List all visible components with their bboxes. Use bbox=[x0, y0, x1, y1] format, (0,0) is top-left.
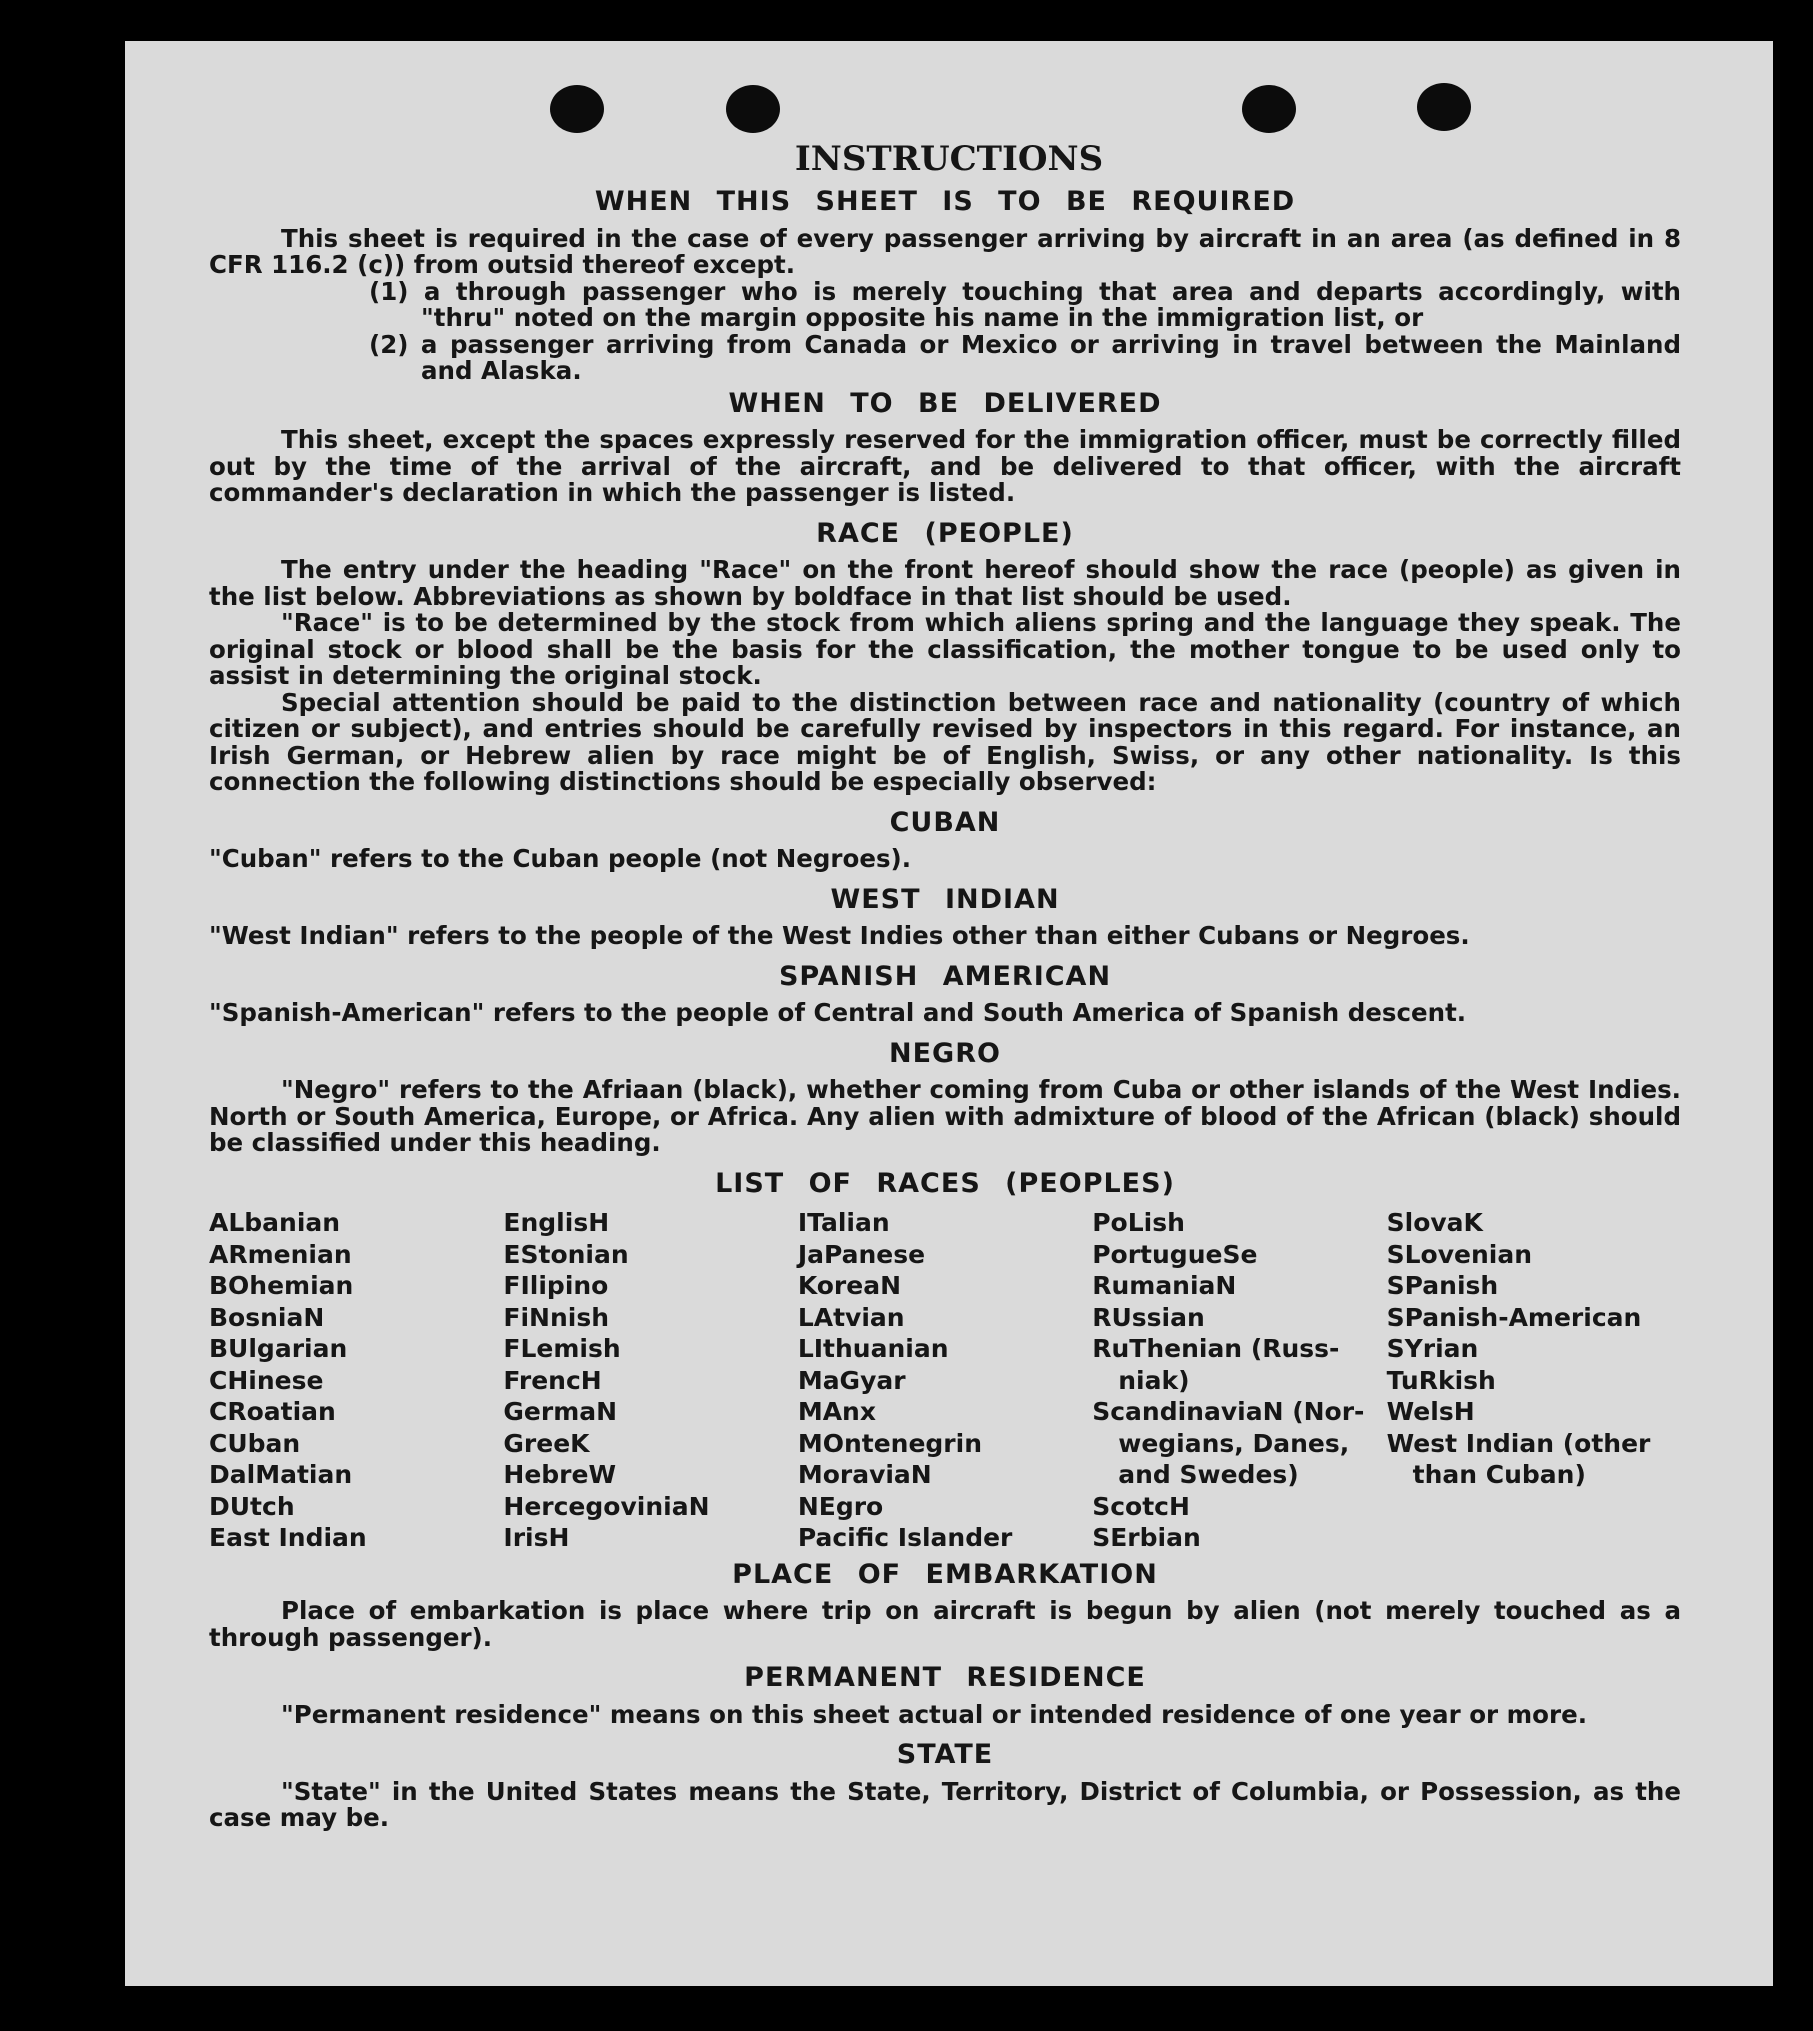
race-entry: JaPanese bbox=[797, 1239, 926, 1269]
race-entry: MoraviaN bbox=[797, 1460, 932, 1489]
race-entry: RumaniaN bbox=[1092, 1271, 1237, 1300]
race-entry: EnglisH bbox=[503, 1208, 610, 1237]
embarkation-text: Place of embarkation is place where trip on aircraft is begun by alien (not merely touched as a through passenger). bbox=[209, 1596, 1681, 1652]
race-entry: ScandinaviaN (Nor- bbox=[1092, 1397, 1365, 1426]
races-column bbox=[503, 1207, 797, 1554]
punch-hole bbox=[1242, 85, 1296, 133]
race-entry: PortugueSe bbox=[1092, 1239, 1258, 1269]
race-entry: SPanish-American bbox=[1386, 1302, 1642, 1332]
races-list bbox=[209, 1207, 1681, 1554]
heading-when-delivered: WHEN TO BE DELIVERED bbox=[728, 387, 1162, 419]
race-entry: ITalian bbox=[797, 1208, 890, 1237]
race-entry: CUban bbox=[209, 1428, 301, 1458]
page-title: INSTRUCTIONS bbox=[794, 139, 1104, 179]
race-paragraph: "Race" is to be determined by the stock from which aliens spring and the language they speak. The original stock or blood shall be the basis for the classification, the mother tongue to be used only to assist in determining the original stock. bbox=[209, 608, 1681, 690]
race-entry: MaGyar bbox=[797, 1365, 906, 1395]
heading-cuban: CUBAN bbox=[889, 806, 1001, 838]
heading-negro: NEGRO bbox=[889, 1037, 1001, 1069]
race-entry: EStonian bbox=[503, 1239, 629, 1269]
race-entry: FiNnish bbox=[503, 1302, 610, 1332]
race-entry: GreeK bbox=[503, 1428, 590, 1458]
punch-hole bbox=[1417, 83, 1471, 131]
race-entry: DalMatian bbox=[209, 1460, 353, 1489]
heading-west-indian: WEST INDIAN bbox=[830, 883, 1060, 915]
race-entry: Pacific Islander bbox=[797, 1523, 1013, 1552]
race-entry: wegians, Danes, bbox=[1118, 1428, 1350, 1458]
race-entry: NEgro bbox=[797, 1491, 884, 1521]
race-entry: IrisH bbox=[503, 1523, 570, 1552]
race-entry: KoreaN bbox=[797, 1271, 901, 1300]
instruction-sheet bbox=[125, 41, 1773, 1986]
race-entry: RuThenian (Russ- bbox=[1092, 1334, 1340, 1363]
races-column bbox=[209, 1207, 503, 1554]
race-entry: ScotcH bbox=[1092, 1491, 1190, 1521]
race-entry: FLemish bbox=[503, 1334, 621, 1363]
spanish-american-text: "Spanish-American" refers to the people of Central and South America of Spanish descent. bbox=[209, 998, 1467, 1027]
race-entry: West Indian (other bbox=[1386, 1428, 1651, 1458]
race-entry: PoLish bbox=[1092, 1208, 1185, 1237]
race-entry: RUssian bbox=[1092, 1302, 1205, 1332]
cuban-text: "Cuban" refers to the Cuban people (not Negroes). bbox=[209, 844, 912, 873]
race-entry: GermaN bbox=[503, 1397, 618, 1426]
negro-text: "Negro" refers to the Afriaan (black), whether coming from Cuba or other islands of the West Indies. North or South America, Europe, or Africa. Any alien with admixture of blood of the African (black) should be classified under this heading. bbox=[209, 1075, 1681, 1157]
punch-hole bbox=[726, 85, 780, 133]
heading-when-required: WHEN THIS SHEET IS TO BE REQUIRED bbox=[594, 186, 1296, 217]
race-paragraph: Special attention should be paid to the distinction between race and nationality (country of which citizen or subject), and entries should be carefully revised by inspectors in this regard. For instance, an Irish German, or Hebrew alien by race might be of English, Swiss, or any other nationality. Is this connection the following distinctions should be especially observed: bbox=[209, 687, 1681, 796]
race-paragraph: The entry under the heading "Race" on the front hereof should show the race (people) as given in the list below. Abbreviations as shown by boldface in that list should be used. bbox=[209, 555, 1681, 611]
exception-item: (2) a passenger arriving from Canada or Mexico or arriving in travel between the Mainland and Alaska. bbox=[369, 329, 1681, 385]
race-entry: LAtvian bbox=[797, 1302, 905, 1332]
race-entry: WelsH bbox=[1386, 1397, 1475, 1426]
heading-place-of-embarkation: PLACE OF EMBARKATION bbox=[732, 1558, 1158, 1590]
race-entry: CRoatian bbox=[209, 1397, 336, 1426]
race-entry: MOntenegrin bbox=[797, 1428, 982, 1458]
heading-list-of-races: LIST OF RACES (PEOPLES) bbox=[715, 1167, 1175, 1199]
race-entry: LIthuanian bbox=[797, 1334, 949, 1363]
race-entry: BosniaN bbox=[209, 1302, 325, 1332]
heading-state: STATE bbox=[896, 1739, 994, 1770]
race-entry: ARmenian bbox=[209, 1239, 352, 1269]
race-entry: FrencH bbox=[503, 1365, 602, 1395]
race-entry: HebreW bbox=[503, 1460, 617, 1489]
when-delivered-text: This sheet, except the spaces expressly reserved for the immigration officer, must be correctly filled out by the time of the arrival of the aircraft, and be delivered to that officer, with the aircraft commander's declaration in which the passenger is listed. bbox=[209, 425, 1681, 507]
instructions-body bbox=[209, 186, 1681, 1840]
punch-hole bbox=[550, 85, 604, 133]
residence-text: "Permanent residence" means on this sheet actual or intended residence of one year or more. bbox=[281, 1699, 1588, 1729]
race-entry: and Swedes) bbox=[1118, 1460, 1299, 1489]
heading-spanish-american: SPANISH AMERICAN bbox=[778, 960, 1112, 992]
race-entry: East Indian bbox=[209, 1523, 367, 1552]
race-entry: SErbian bbox=[1092, 1523, 1201, 1552]
west-indian-text: "West Indian" refers to the people of the West Indies other than either Cubans or Negroes. bbox=[209, 921, 1470, 950]
race-entry: FIlipino bbox=[503, 1271, 609, 1300]
race-entry: HercegoviniaN bbox=[503, 1491, 710, 1521]
race-entry: ALbanian bbox=[209, 1208, 341, 1237]
races-column bbox=[1092, 1207, 1386, 1554]
state-text: "State" in the United States means the State, Territory, District of Columbia, or Possession, as the case may be. bbox=[209, 1776, 1681, 1832]
races-column bbox=[798, 1207, 1092, 1554]
heading-race: RACE (PEOPLE) bbox=[816, 517, 1074, 549]
race-entry: SlovaK bbox=[1386, 1208, 1483, 1237]
race-entry: MAnx bbox=[797, 1397, 876, 1426]
races-column bbox=[1387, 1207, 1681, 1554]
exception-item: (1) a through passenger who is merely touching that area and departs accordingly, with "thru" noted on the margin opposite his name in the immigration list, or bbox=[369, 276, 1681, 332]
race-entry: SLovenian bbox=[1386, 1239, 1533, 1269]
race-entry: niak) bbox=[1118, 1365, 1190, 1395]
race-entry: SYrian bbox=[1386, 1334, 1479, 1363]
race-entry: than Cuban) bbox=[1412, 1460, 1586, 1489]
race-entry: CHinese bbox=[209, 1365, 324, 1395]
race-entry: BOhemian bbox=[209, 1271, 354, 1300]
race-entry: BUlgarian bbox=[209, 1334, 348, 1363]
when-required-intro: This sheet is required in the case of every passenger arriving by aircraft in an area (as defined in 8 CFR 116.2 (c)) from outsid thereof except. bbox=[209, 223, 1681, 279]
race-entry: SPanish bbox=[1386, 1271, 1499, 1300]
heading-permanent-residence: PERMANENT RESIDENCE bbox=[744, 1662, 1146, 1693]
race-entry: DUtch bbox=[209, 1491, 295, 1521]
race-entry: TuRkish bbox=[1386, 1365, 1496, 1395]
